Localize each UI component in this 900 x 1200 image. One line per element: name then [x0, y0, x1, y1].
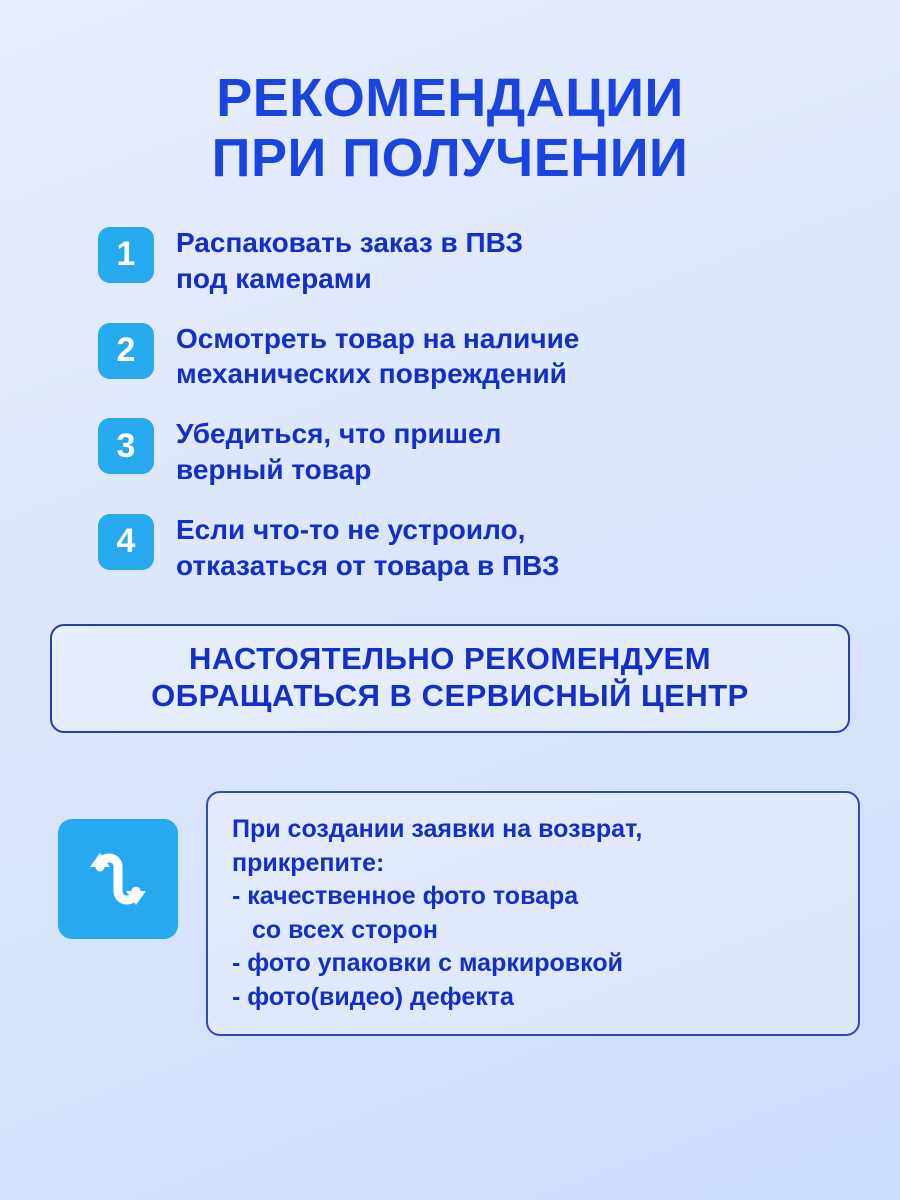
step-text-line-2: верный товар [176, 454, 372, 486]
note-line-1: При создании заявки на возврат, [232, 815, 643, 844]
note-line-5: - фото упаковки с маркировкой [232, 949, 623, 978]
banner-line-2: ОБРАЩАТЬСЯ В СЕРВИСНЫЙ ЦЕНТР [151, 678, 749, 714]
page-title [40, 68, 860, 189]
page-title-line-1: РЕКОМЕНДАЦИИ [216, 68, 684, 128]
list-item [98, 223, 860, 297]
list-item [98, 319, 860, 393]
page-title-line-2: ПРИ ПОЛУЧЕНИИ [211, 128, 689, 189]
return-note-block [40, 791, 860, 1036]
step-text-line-1: Если что-то не устроило, [176, 513, 526, 545]
note-line-6: - фото(видео) дефекта [232, 982, 514, 1011]
step-text [176, 223, 523, 297]
list-item [98, 510, 860, 584]
note-line-3: - качественное фото товара [232, 882, 579, 911]
step-number-badge: 1 [98, 227, 154, 283]
step-text-line-2: отказаться от товара в ПВЗ [176, 549, 560, 581]
step-text-line-1: Убедиться, что пришел [176, 418, 502, 450]
step-number-badge: 4 [98, 514, 154, 570]
steps-list [98, 223, 860, 584]
list-item [98, 414, 860, 488]
step-number-badge: 2 [98, 323, 154, 379]
note-line-4: со всех сторон [252, 915, 438, 944]
refresh-exchange-icon [58, 819, 178, 939]
step-number-badge: 3 [98, 418, 154, 474]
banner-line-1: НАСТОЯТЕЛЬНО РЕКОМЕНДУЕМ [188, 640, 712, 676]
step-text [176, 414, 501, 488]
note-line-2: прикрепите: [232, 848, 385, 877]
step-text-line-1: Осмотреть товар на наличие [176, 322, 580, 354]
step-text-line-1: Распаковать заказ в ПВЗ [176, 226, 524, 258]
step-text [176, 319, 579, 393]
return-requirements-note [206, 791, 860, 1036]
step-text-line-2: под камерами [176, 262, 372, 294]
service-center-banner [50, 624, 850, 734]
step-text [176, 510, 560, 584]
step-text-line-2: механических повреждений [176, 358, 567, 390]
